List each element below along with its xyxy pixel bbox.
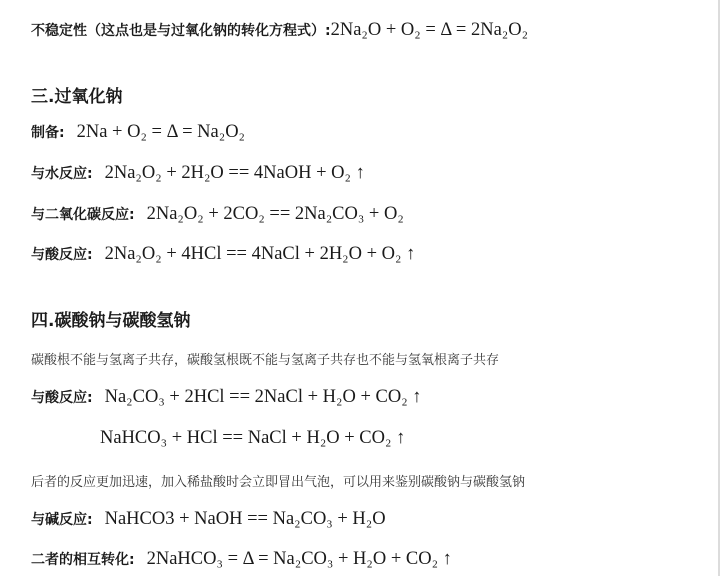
water-reaction-formula: 2Na₂O₂ + 2H₂O == 4NaOH + O₂ ↑ xyxy=(104,163,365,183)
reaction-speed-note: 后者的反应更加迅速，加入稀盐酸时会立即冒出气泡，可以用来鉴别碳酸钠与碳酸氢钠 xyxy=(31,475,526,490)
base-reaction-label: 与碱反应: xyxy=(31,512,93,528)
carbonate-acid-label: 与酸反应: xyxy=(31,390,93,406)
instability-line xyxy=(31,20,528,41)
bicarbonate-acid-line xyxy=(100,428,405,449)
carbonate-note: 碳酸根不能与氢离子共存，碳酸氢根既不能与氢离子共存也不能与氢氧根离子共存 xyxy=(31,353,500,368)
co2-reaction-line xyxy=(31,204,404,225)
co2-reaction-label: 与二氧化碳反应: xyxy=(31,207,135,223)
interconversion-line xyxy=(31,549,452,570)
interconversion-label: 二者的相互转化: xyxy=(31,552,135,568)
water-reaction-label: 与水反应: xyxy=(31,166,93,182)
bicarbonate-acid-formula: NaHCO₃ + HCl == NaCl + H₂O + CO₂ ↑ xyxy=(100,428,406,448)
prep-line xyxy=(31,122,245,143)
section4-title: 四.碳酸钠与碳酸氢钠 xyxy=(31,311,191,331)
section3-title: 三.过氧化钠 xyxy=(31,87,123,107)
prep-label: 制备: xyxy=(31,125,65,141)
base-reaction-formula: NaHCO3 + NaOH == Na₂CO₃ + H₂O xyxy=(104,509,386,529)
water-reaction-line xyxy=(31,163,365,184)
instability-formula: 2Na₂O + O₂ = Δ = 2Na₂O₂ xyxy=(330,20,529,40)
co2-reaction-formula: 2Na₂O₂ + 2CO₂ == 2Na₂CO₃ + O₂ xyxy=(146,204,404,224)
acid-reaction-formula: 2Na₂O₂ + 4HCl == 4NaCl + 2H₂O + O₂ ↑ xyxy=(104,244,416,264)
carbonate-acid-formula: Na₂CO₃ + 2HCl == 2NaCl + H₂O + CO₂ ↑ xyxy=(104,387,422,407)
base-reaction-line xyxy=(31,509,386,530)
carbonate-acid-line xyxy=(31,387,422,408)
acid-reaction-label: 与酸反应: xyxy=(31,247,93,263)
interconversion-formula: 2NaHCO₃ = Δ = Na₂CO₃ + H₂O + CO₂ ↑ xyxy=(146,549,452,569)
prep-formula: 2Na + O₂ = Δ = Na₂O₂ xyxy=(76,122,245,142)
acid-reaction-line xyxy=(31,244,415,265)
instability-label: 不稳定性（这点也是与过氧化钠的转化方程式）: xyxy=(31,23,331,39)
